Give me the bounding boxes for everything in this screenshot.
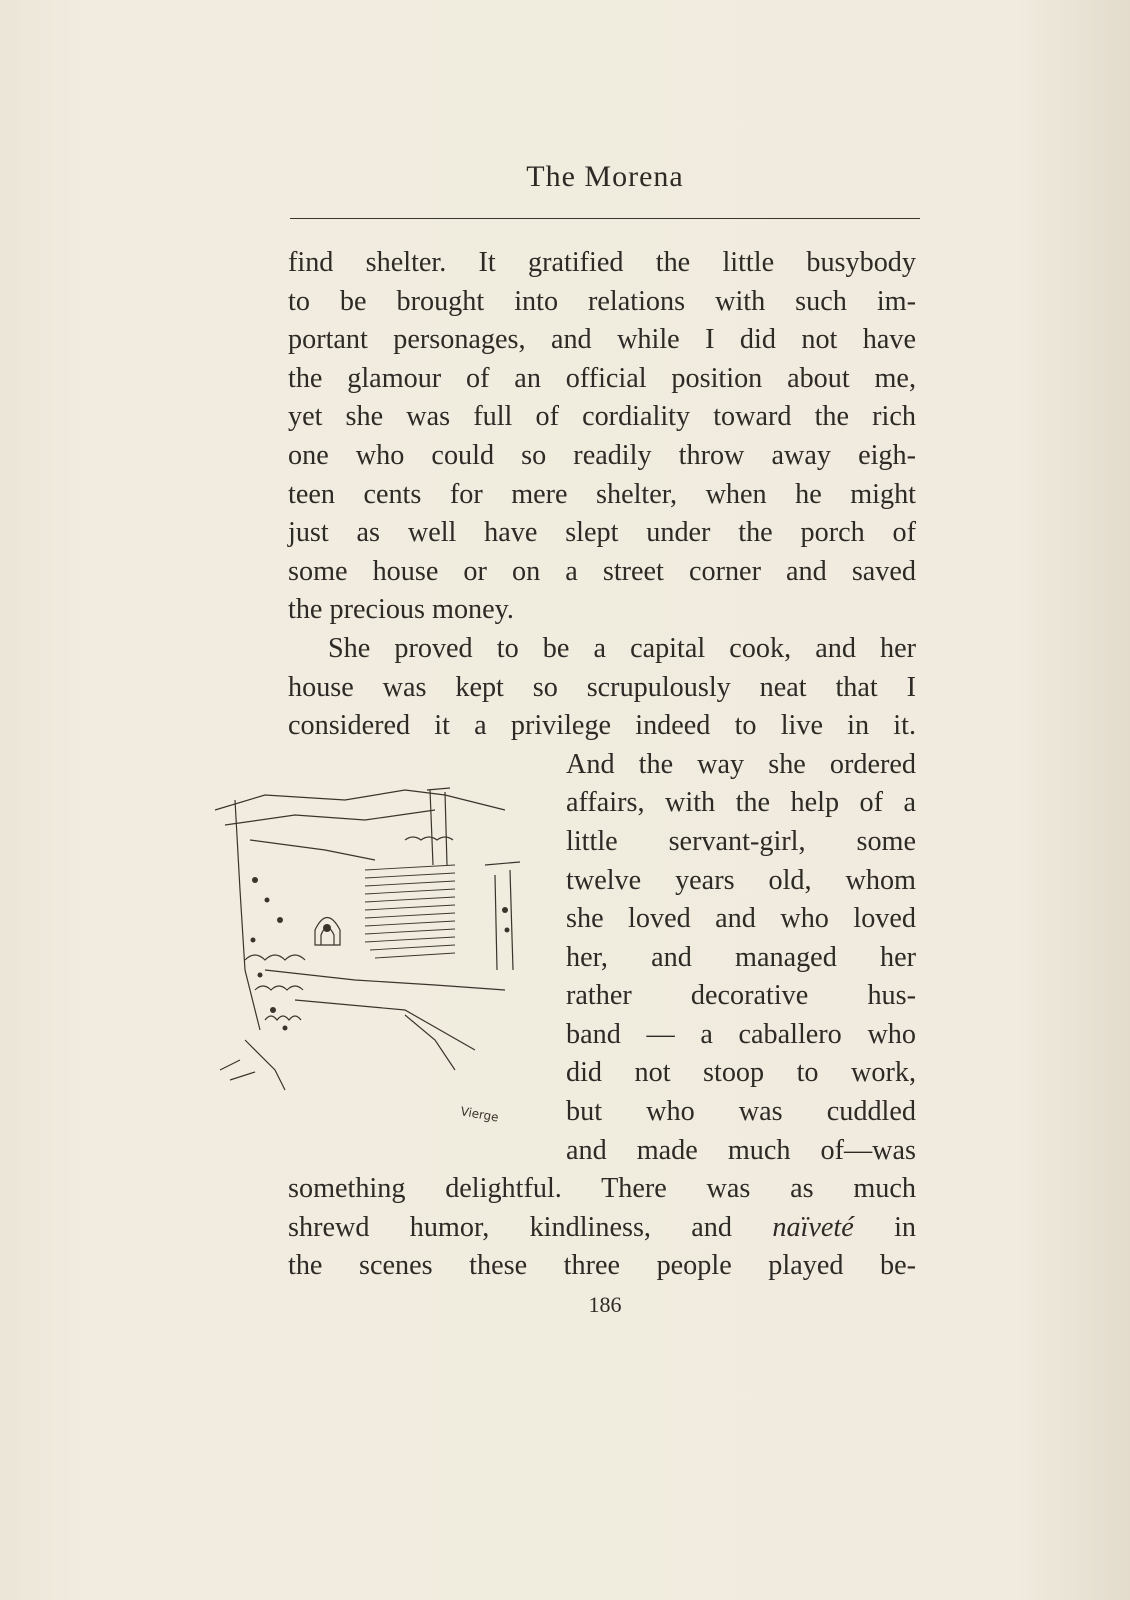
courtyard-sketch-icon [205, 770, 540, 1150]
text-line: band — a caballero who [566, 1018, 916, 1050]
text-line: little servant-girl, some [566, 825, 916, 857]
italic-word: naïveté [772, 1211, 854, 1243]
text-line: one who could so readily throw away eigh- [288, 439, 916, 471]
text-line: She proved to be a capital cook, and her [328, 632, 916, 664]
text-line: and made much of—was [566, 1134, 916, 1166]
artist-signature: Vierge [459, 1104, 500, 1125]
text-line: some house or on a street corner and saved [288, 555, 916, 587]
text-line: And the way she ordered [566, 748, 916, 780]
text-line: she loved and who loved [566, 903, 916, 935]
text-line: just as well have slept under the porch of [288, 517, 916, 549]
text-line: considered it a privilege indeed to live in it. [288, 710, 916, 742]
text-line: twelve years old, whom [566, 864, 916, 896]
text-line: shrewd humor, kindliness, and naïveté in [288, 1211, 917, 1243]
text-line: yet she was full of cordiality toward the rich [288, 401, 916, 433]
header-rule [290, 218, 920, 219]
text-line: her, and managed her [566, 941, 916, 973]
text-line: find shelter. It gratified the little busybody [288, 247, 916, 278]
text-line: affairs, with the help of a [566, 787, 916, 819]
text-line: something delightful. There was as much [288, 1173, 916, 1205]
text-line: did not stoop to work, [566, 1057, 916, 1089]
text-line: portant personages, and while I did not have [288, 324, 916, 356]
text-line: the scenes these three people played be- [288, 1250, 916, 1282]
page-number: 186 [588, 1292, 622, 1317]
running-head: The Morena [526, 160, 684, 193]
text-line: to be brought into relations with such im- [288, 285, 916, 317]
text-line: teen cents for mere shelter, when he might [288, 478, 916, 510]
text-line: rather decorative hus- [566, 980, 916, 1012]
text-line: but who was cuddled [566, 1096, 916, 1128]
text-line: house was kept so scrupulously neat that I [288, 671, 916, 703]
text-line: the precious money. [288, 594, 514, 626]
text-line: the glamour of an official position about me, [288, 362, 916, 394]
